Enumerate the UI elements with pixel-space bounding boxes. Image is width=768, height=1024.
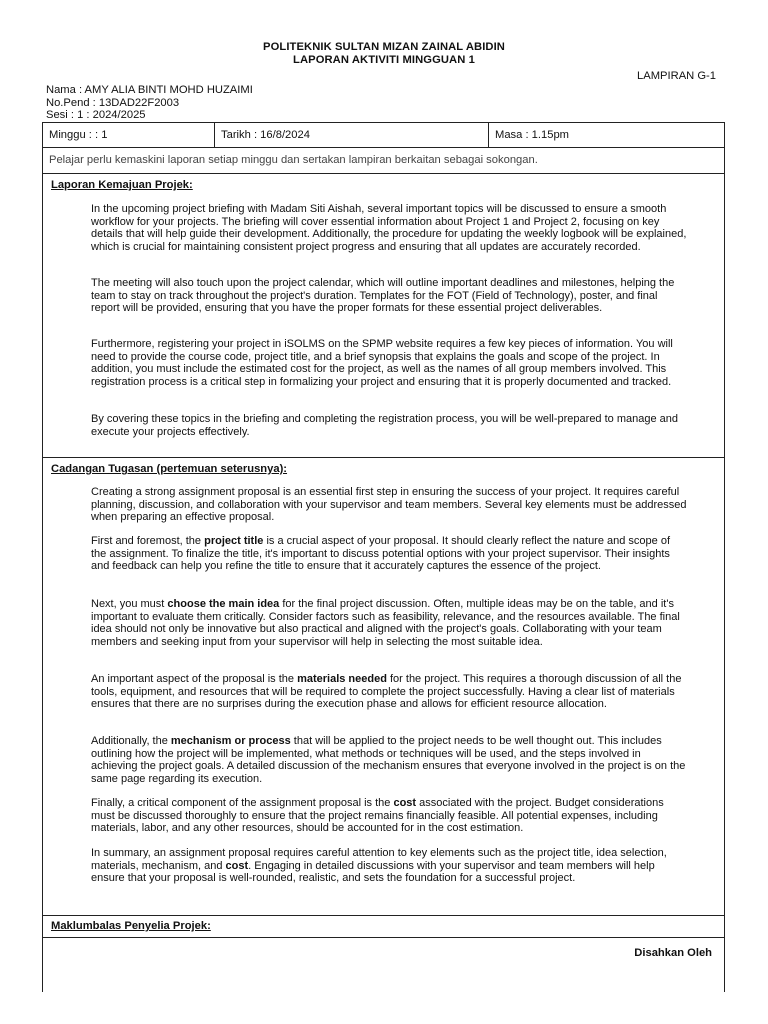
progress-paragraph: The meeting will also touch upon the project calendar, which will outline important deadlines and milestones, helping the team to stay on track throughout the project's duration. Templates for the FOT (Field of Technology), poster, and final report will be provided, ensuring that you have the proper formats for these essential project deliverables.	[91, 277, 675, 315]
text-span: An important aspect of the proposal is the	[91, 673, 298, 685]
progress-report-title: Laporan Kemajuan Projek:	[51, 179, 193, 191]
progress-report-section	[43, 173, 724, 458]
text-span: for the project. This requires a thorough discussion of all the tools, equipment, and resources that will be required to complete the project successfully. Having a clear list of materials ensures that there are no surprises during the execution phase and allows for efficient resource allocation.	[91, 673, 682, 711]
approved-by-label: Disahkan Oleh	[634, 947, 712, 959]
info-row	[43, 123, 724, 148]
text-span: Additionally, the	[91, 735, 171, 747]
progress-paragraph: Furthermore, registering your project in iSOLMS on the SPMP website requires a few key pieces of information. You will need to provide the course code, project title, and a brief synopsis that explains the goals and scope of the project. In addition, you must include the estimated cost for the project, as well as the names of all group members involved. This registration process is a critical step in formalizing your project and ensuring that it is properly documented and tracked.	[91, 338, 673, 388]
emphasis-text: choose the main idea	[167, 598, 280, 610]
feedback-title: Maklumbalas Penyelia Projek:	[51, 920, 211, 932]
student-session: Sesi : 1 : 2024/2025	[46, 109, 146, 121]
emphasis-text: cost	[393, 797, 417, 809]
task-paragraph	[91, 598, 687, 648]
emphasis-text: cost	[225, 859, 249, 872]
text-span: is a crucial aspect of your proposal. It should clearly reflect the nature and scope of the assignment. To finalize the title, it's important to discuss potential options with your project supervisor. Their insights and feedback can help you refine the title to ensure that it accurately captures the essence of the project.	[91, 535, 671, 573]
report-title: LAPORAN AKTIVITI MINGGUAN 1	[293, 54, 475, 66]
emphasis-text: project title	[204, 535, 264, 547]
text-span: In summary, an assignment proposal requires careful attention to key elements such as the project title, idea selection, materials, mechanism, and	[91, 847, 667, 872]
emphasis-text: mechanism or process	[170, 735, 291, 747]
task-paragraph	[91, 847, 687, 885]
text-span: that will be applied to the project needs to be well thought out. This includes outlining how the project will be implemented, what methods or techniques will be used, and the steps involved in achieving the project goals. A detailed discussion of the mechanism ensures that everyone involved in the project is on the same page regarding its execution.	[91, 735, 686, 785]
student-reg-no: No.Pend : 13DAD22F2003	[46, 97, 180, 109]
feedback-title-row	[43, 915, 724, 938]
task-paragraph	[91, 535, 687, 573]
progress-paragraph: By covering these topics in the briefing and completing the registration process, you will be well-prepared to manage and execute your projects effectively.	[91, 413, 678, 438]
task-paragraph	[91, 735, 687, 785]
emphasis-text: materials needed	[297, 673, 387, 685]
next-tasks-title: Cadangan Tugasan (pertemuan seterusnya):	[51, 463, 288, 475]
instruction-text: Pelajar perlu kemaskini laporan setiap minggu dan sertakan lampiran berkaitan sebagai sokongan.	[49, 154, 538, 166]
progress-paragraph: In the upcoming project briefing with Madam Siti Aishah, several important topics will be discussed to ensure a smooth workflow for your projects. The briefing will cover essential information about Project 1 and Project 2, focusing on key details that will help guide their development. Additionally, the procedure for updating the weekly logbook will be explained, which is crucial for maintaining consistent project progress and ensuring that all updates are accurately recorded.	[91, 203, 687, 253]
text-span: . Engaging in detailed discussions with your supervisor and team members will help ensure that your proposal is well-rounded, realistic, and sets the foundation for a successful project.	[91, 859, 655, 885]
text-span: for the final project discussion. Often, multiple ideas may be on the table, and it's important to evaluate them critically. Consider factors such as feasibility, relevance, and the resources available. The final idea should not only be innovative but also practical and aligned with the project's goals. Collaborating with your team members and seeking input from your supervisor will help in selecting the most suitable idea.	[91, 598, 680, 648]
instruction-row	[43, 147, 724, 174]
institution-title: POLITEKNIK SULTAN MIZAN ZAINAL ABIDIN	[263, 41, 505, 53]
text-span: associated with the project. Budget considerations must be discussed thoroughly to ensure that the project remains financially feasible. All potential expenses, including materials, labor, and any other resources, should be accounted for in the cost estimation.	[91, 797, 664, 835]
appendix-label: LAMPIRAN G-1	[637, 70, 716, 82]
task-paragraph	[91, 673, 687, 711]
task-paragraph	[91, 797, 687, 835]
student-name: Nama : AMY ALIA BINTI MOHD HUZAIMI	[46, 84, 253, 96]
task-paragraph: Creating a strong assignment proposal is an essential first step in ensuring the success of your project. It requires careful planning, discussion, and collaboration with your supervisor and team members. Several key elements must be addressed when preparing an effective proposal.	[91, 486, 687, 524]
time-cell: Masa : 1.15pm	[495, 129, 569, 141]
date-cell: Tarikh : 16/8/2024	[221, 129, 310, 141]
report-form	[42, 122, 725, 992]
next-tasks-section	[43, 457, 724, 916]
text-span: First and foremost, the	[91, 535, 205, 547]
week-cell: Minggu : : 1	[49, 129, 108, 141]
text-span: Next, you must	[91, 598, 168, 610]
text-span: Finally, a critical component of the assignment proposal is the	[91, 797, 394, 809]
